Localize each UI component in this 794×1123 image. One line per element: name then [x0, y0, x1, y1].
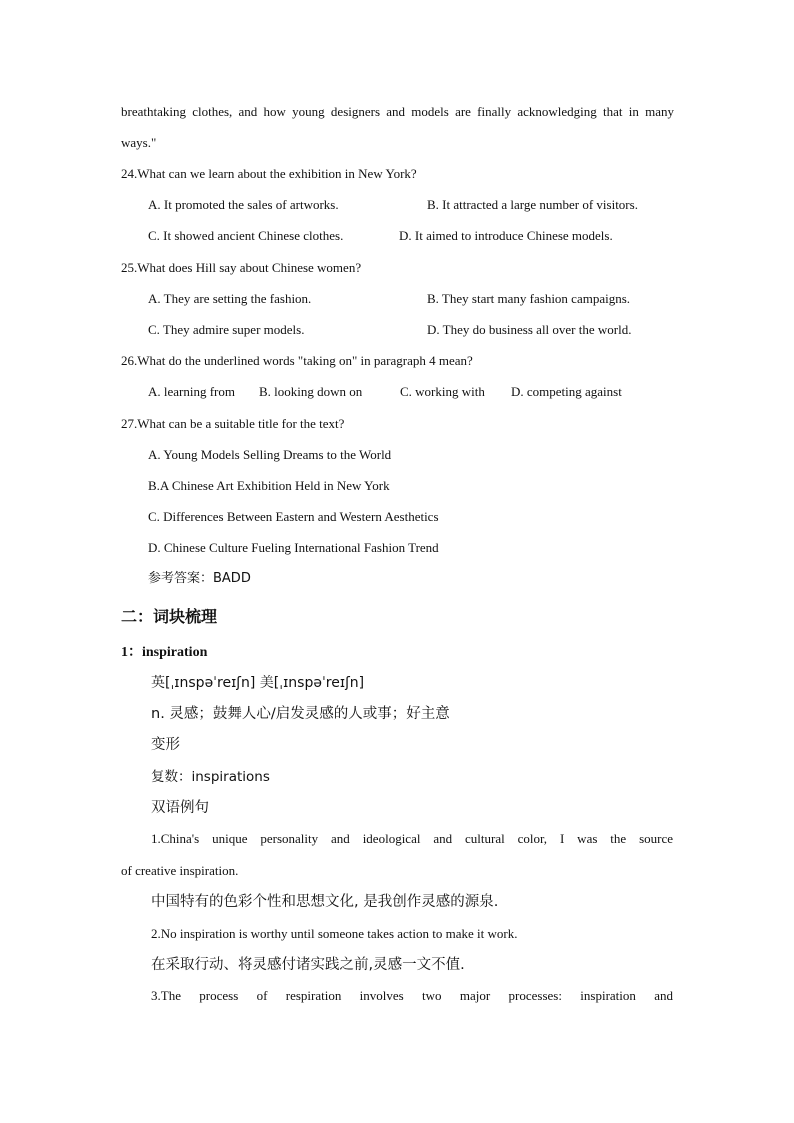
- question-27-option-d[interactable]: D. Chinese Culture Fueling International Fashion Trend: [148, 540, 439, 555]
- question-27-option-b[interactable]: B.A Chinese Art Exhibition Held in New York: [148, 478, 390, 493]
- intro-text-1: breathtaking clothes, and how young designers and models are finally acknowledging that in many: [121, 104, 674, 119]
- question-24-option-c[interactable]: C. It showed ancient Chinese clothes.: [148, 228, 344, 243]
- question-24-option-a[interactable]: A. It promoted the sales of artworks.: [148, 197, 339, 212]
- example-1-en-line-2: of creative inspiration.: [121, 863, 239, 878]
- vocab-examples-label: 双语例句: [151, 800, 209, 816]
- example-1-cn: 中国特有的色彩个性和思想文化, 是我创作灵感的源泉.: [151, 894, 499, 910]
- question-27-option-a[interactable]: A. Young Models Selling Dreams to the World: [148, 447, 392, 462]
- question-26-option-d[interactable]: D. competing against: [511, 384, 622, 399]
- vocab-definition: n. 灵感；鼓舞人心/启发灵感的人或事；好主意: [151, 706, 450, 722]
- question-25-option-b[interactable]: B. They start many fashion campaigns.: [427, 291, 631, 306]
- vocab-phonetic: 英[ˌɪnspəˈreɪʃn] 美[ˌɪnspəˈreɪʃn]: [151, 675, 365, 691]
- intro-line-2: ways.": [121, 135, 157, 150]
- question-25-option-c[interactable]: C. They admire super models.: [148, 322, 305, 337]
- vocab-forms-label: 变形: [151, 737, 180, 753]
- question-25-option-a[interactable]: A. They are setting the fashion.: [148, 291, 312, 306]
- question-24-stem: 24.What can we learn about the exhibition in New York?: [121, 166, 417, 181]
- vocab-plural: 复数：inspirations: [151, 769, 270, 785]
- question-25-stem: 25.What does Hill say about Chinese women?: [121, 260, 362, 275]
- example-1-en-line-1: 1.China's unique personality and ideological and cultural color, I was the source: [151, 831, 673, 846]
- question-26-option-a[interactable]: A. learning from: [148, 384, 236, 399]
- example-3-en-line-1: 3.The process of respiration involves two major processes: inspiration and: [151, 988, 673, 1003]
- example-2-cn: 在采取行动、将灵感付诸实践之前,灵感一文不值.: [151, 957, 465, 973]
- section-heading: 二：词块梳理: [121, 607, 218, 626]
- example-2-en: 2.No inspiration is worthy until someone takes action to make it work.: [151, 926, 518, 941]
- question-24-option-d[interactable]: D. It aimed to introduce Chinese models.: [399, 228, 613, 243]
- question-27-option-c[interactable]: C. Differences Between Eastern and Western Aesthetics: [148, 509, 439, 524]
- question-26-option-c[interactable]: C. working with: [400, 384, 485, 399]
- question-26-option-b[interactable]: B. looking down on: [259, 384, 363, 399]
- vocab-title: 1：inspiration: [121, 645, 208, 660]
- answer-key: 参考答案：BADD: [148, 571, 251, 586]
- question-24-option-b[interactable]: B. It attracted a large number of visitors.: [427, 197, 638, 212]
- question-27-stem: 27.What can be a suitable title for the text?: [121, 416, 345, 431]
- question-26-stem: 26.What do the underlined words "taking on" in paragraph 4 mean?: [121, 353, 473, 368]
- question-25-option-d[interactable]: D. They do business all over the world.: [427, 322, 632, 337]
